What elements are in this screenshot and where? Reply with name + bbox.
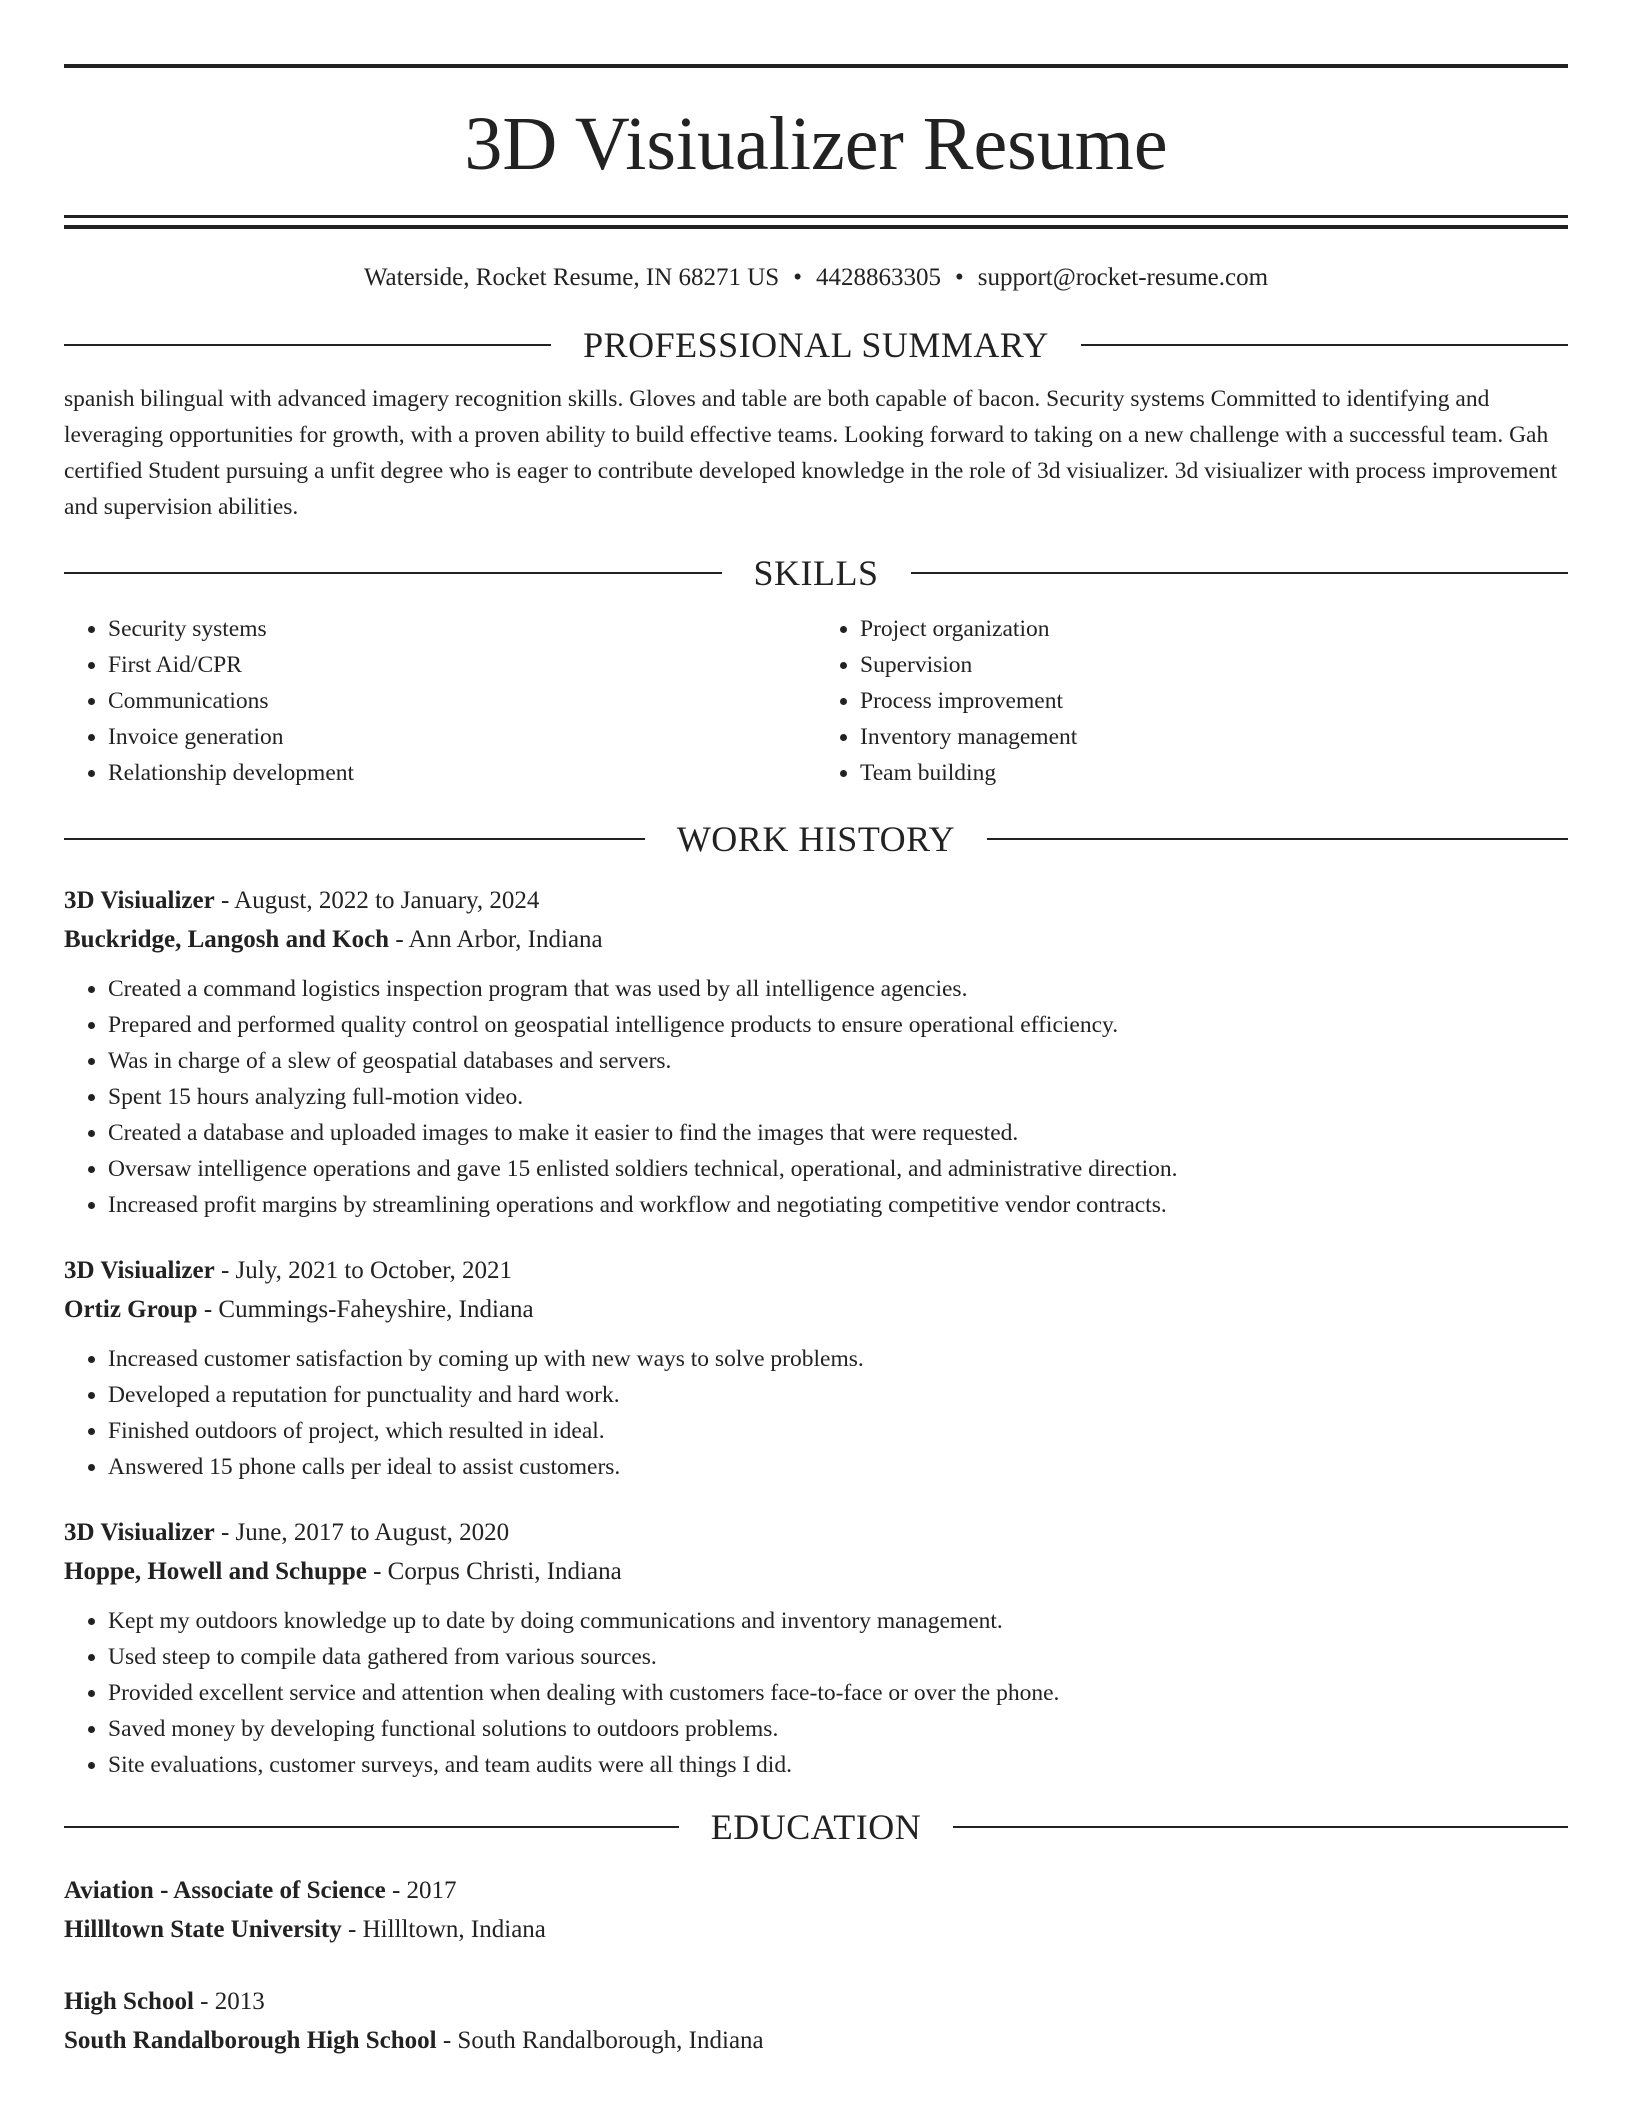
- education-degree: High School: [64, 1988, 194, 2015]
- job-company: Buckridge, Langosh and Koch: [64, 926, 390, 953]
- education-year: - 2017: [385, 1877, 457, 1904]
- job-company-line: [64, 1290, 1568, 1329]
- job-company: Hoppe, Howell and Schuppe: [64, 1558, 367, 1585]
- resume-title: 3D Visiualizer Resume: [464, 102, 1168, 186]
- skill-item: • Inventory management: [860, 719, 1568, 755]
- job-dates: - June, 2017 to August, 2020: [214, 1519, 510, 1546]
- contact-email: support@rocket-resume.com: [977, 264, 1269, 291]
- section-rule: [953, 1826, 1568, 1828]
- job-dates: - July, 2021 to October, 2021: [214, 1257, 513, 1284]
- skills-column-right: [816, 611, 1568, 791]
- job-entry: [64, 1513, 1568, 1783]
- job-bullets: [64, 1341, 1568, 1485]
- section-title-skills: SKILLS: [753, 553, 879, 593]
- section-rule: [64, 344, 551, 346]
- job-bullets: [64, 1603, 1568, 1783]
- section-rule: [64, 1826, 679, 1828]
- job-title-line: [64, 881, 1568, 920]
- job-company-line: [64, 920, 1568, 959]
- section-title-education: EDUCATION: [710, 1807, 922, 1847]
- section-title-work: WORK HISTORY: [676, 819, 956, 859]
- job-bullet: • Provided excellent service and attention when dealing with customers face-to-face or over the phone.: [108, 1675, 1568, 1711]
- education-school: South Randalborough High School: [64, 2027, 437, 2054]
- job-location: - Cummings-Faheyshire, Indiana: [197, 1296, 534, 1323]
- education-school-line: [64, 2021, 1568, 2060]
- job-location: - Corpus Christi, Indiana: [366, 1558, 622, 1585]
- skills-list: [64, 611, 1568, 791]
- job-entry: [64, 1251, 1568, 1485]
- section-header-skills: [64, 551, 1568, 595]
- education-location: - Hillltown, Indiana: [341, 1916, 546, 1943]
- education-school-line: [64, 1910, 1568, 1949]
- job-bullet: • Created a command logistics inspection program that was used by all intelligence agencies.: [108, 971, 1568, 1007]
- skill-item: • Team building: [860, 755, 1568, 791]
- education-entry: [64, 1871, 1568, 1949]
- contact-address: Waterside, Rocket Resume, IN 68271 US: [363, 264, 780, 291]
- skills-column-left: [64, 611, 816, 791]
- job-title-line: [64, 1513, 1568, 1552]
- contact-phone: 4428863305: [815, 264, 941, 291]
- job-dates: - August, 2022 to January, 2024: [214, 887, 540, 914]
- section-rule: [987, 838, 1568, 840]
- education-degree-line: [64, 1982, 1568, 2021]
- job-bullet: • Was in charge of a slew of geospatial databases and servers.: [108, 1043, 1568, 1079]
- section-header-work: [64, 817, 1568, 861]
- section-rule: [64, 572, 722, 574]
- job-bullet: • Increased profit margins by streamlining operations and workflow and negotiating competitive vendor contracts.: [108, 1187, 1568, 1223]
- skill-item: • Security systems: [108, 611, 816, 647]
- job-bullet: • Developed a reputation for punctuality and hard work.: [108, 1377, 1568, 1413]
- job-bullet: • Increased customer satisfaction by coming up with new ways to solve problems.: [108, 1341, 1568, 1377]
- skill-item: • Invoice generation: [108, 719, 816, 755]
- job-bullet: • Created a database and uploaded images to make it easier to find the images that were requested.: [108, 1115, 1568, 1151]
- section-header-summary: [64, 323, 1568, 367]
- skill-item: • Relationship development: [108, 755, 816, 791]
- skill-item: • Communications: [108, 683, 816, 719]
- job-bullets: [64, 971, 1568, 1223]
- top-rule: [64, 64, 1568, 68]
- job-bullet: • Site evaluations, customer surveys, and team audits were all things I did.: [108, 1747, 1568, 1783]
- job-company-line: [64, 1552, 1568, 1591]
- resume-page: [64, 64, 1568, 2060]
- skill-item: • Project organization: [860, 611, 1568, 647]
- job-title: 3D Visiualizer: [64, 887, 215, 914]
- contact-separator: •: [793, 264, 802, 291]
- job-bullet: • Answered 15 phone calls per ideal to assist customers.: [108, 1449, 1568, 1485]
- skill-item: • First Aid/CPR: [108, 647, 816, 683]
- skill-item: • Process improvement: [860, 683, 1568, 719]
- section-title-summary: PROFESSIONAL SUMMARY: [583, 325, 1049, 365]
- education-entry: [64, 1982, 1568, 2060]
- job-location: - Ann Arbor, Indiana: [389, 926, 603, 953]
- job-bullet: • Finished outdoors of project, which resulted in ideal.: [108, 1413, 1568, 1449]
- summary-text: spanish bilingual with advanced imagery recognition skills. Gloves and table are both capable of bacon. Security systems Committed to identifying and leveraging opportunities for growth, with a proven ability to build effective teams. Looking forward to taking on a new challenge with a successful team. Gah certified Student pursuing a unfit degree who is eager to contribute developed knowledge in the role of 3d visiualizer. 3d visiualizer with process improvement and supervision abilities.: [64, 386, 1558, 520]
- job-bullet: • Prepared and performed quality control on geospatial intelligence products to ensure operational efficiency.: [108, 1007, 1568, 1043]
- section-rule: [911, 572, 1569, 574]
- job-bullet: • Saved money by developing functional solutions to outdoors problems.: [108, 1711, 1568, 1747]
- contact-separator: •: [954, 264, 964, 291]
- skill-item: • Supervision: [860, 647, 1568, 683]
- education-school: Hillltown State University: [64, 1916, 342, 1943]
- contact-line: [64, 263, 1568, 293]
- section-header-education: [64, 1805, 1568, 1849]
- section-rule: [64, 838, 645, 840]
- title-double-rule: [64, 215, 1568, 229]
- education-degree: Aviation - Associate of Science: [64, 1877, 386, 1904]
- job-title: 3D Visiualizer: [64, 1257, 215, 1284]
- job-title: 3D Visiualizer: [64, 1519, 215, 1546]
- job-bullet: • Used steep to compile data gathered from various sources.: [108, 1639, 1568, 1675]
- job-bullet: • Kept my outdoors knowledge up to date by doing communications and inventory management.: [108, 1603, 1568, 1639]
- education-location: - South Randalborough, Indiana: [436, 2027, 764, 2054]
- job-company: Ortiz Group: [64, 1296, 198, 1323]
- education-year: - 2013: [193, 1988, 265, 2015]
- job-entry: [64, 881, 1568, 1223]
- job-bullet: • Spent 15 hours analyzing full-motion video.: [108, 1079, 1568, 1115]
- section-rule: [1081, 344, 1568, 346]
- education-degree-line: [64, 1871, 1568, 1910]
- job-bullet: • Oversaw intelligence operations and gave 15 enlisted soldiers technical, operational, and administrative direction.: [108, 1151, 1568, 1187]
- job-title-line: [64, 1251, 1568, 1290]
